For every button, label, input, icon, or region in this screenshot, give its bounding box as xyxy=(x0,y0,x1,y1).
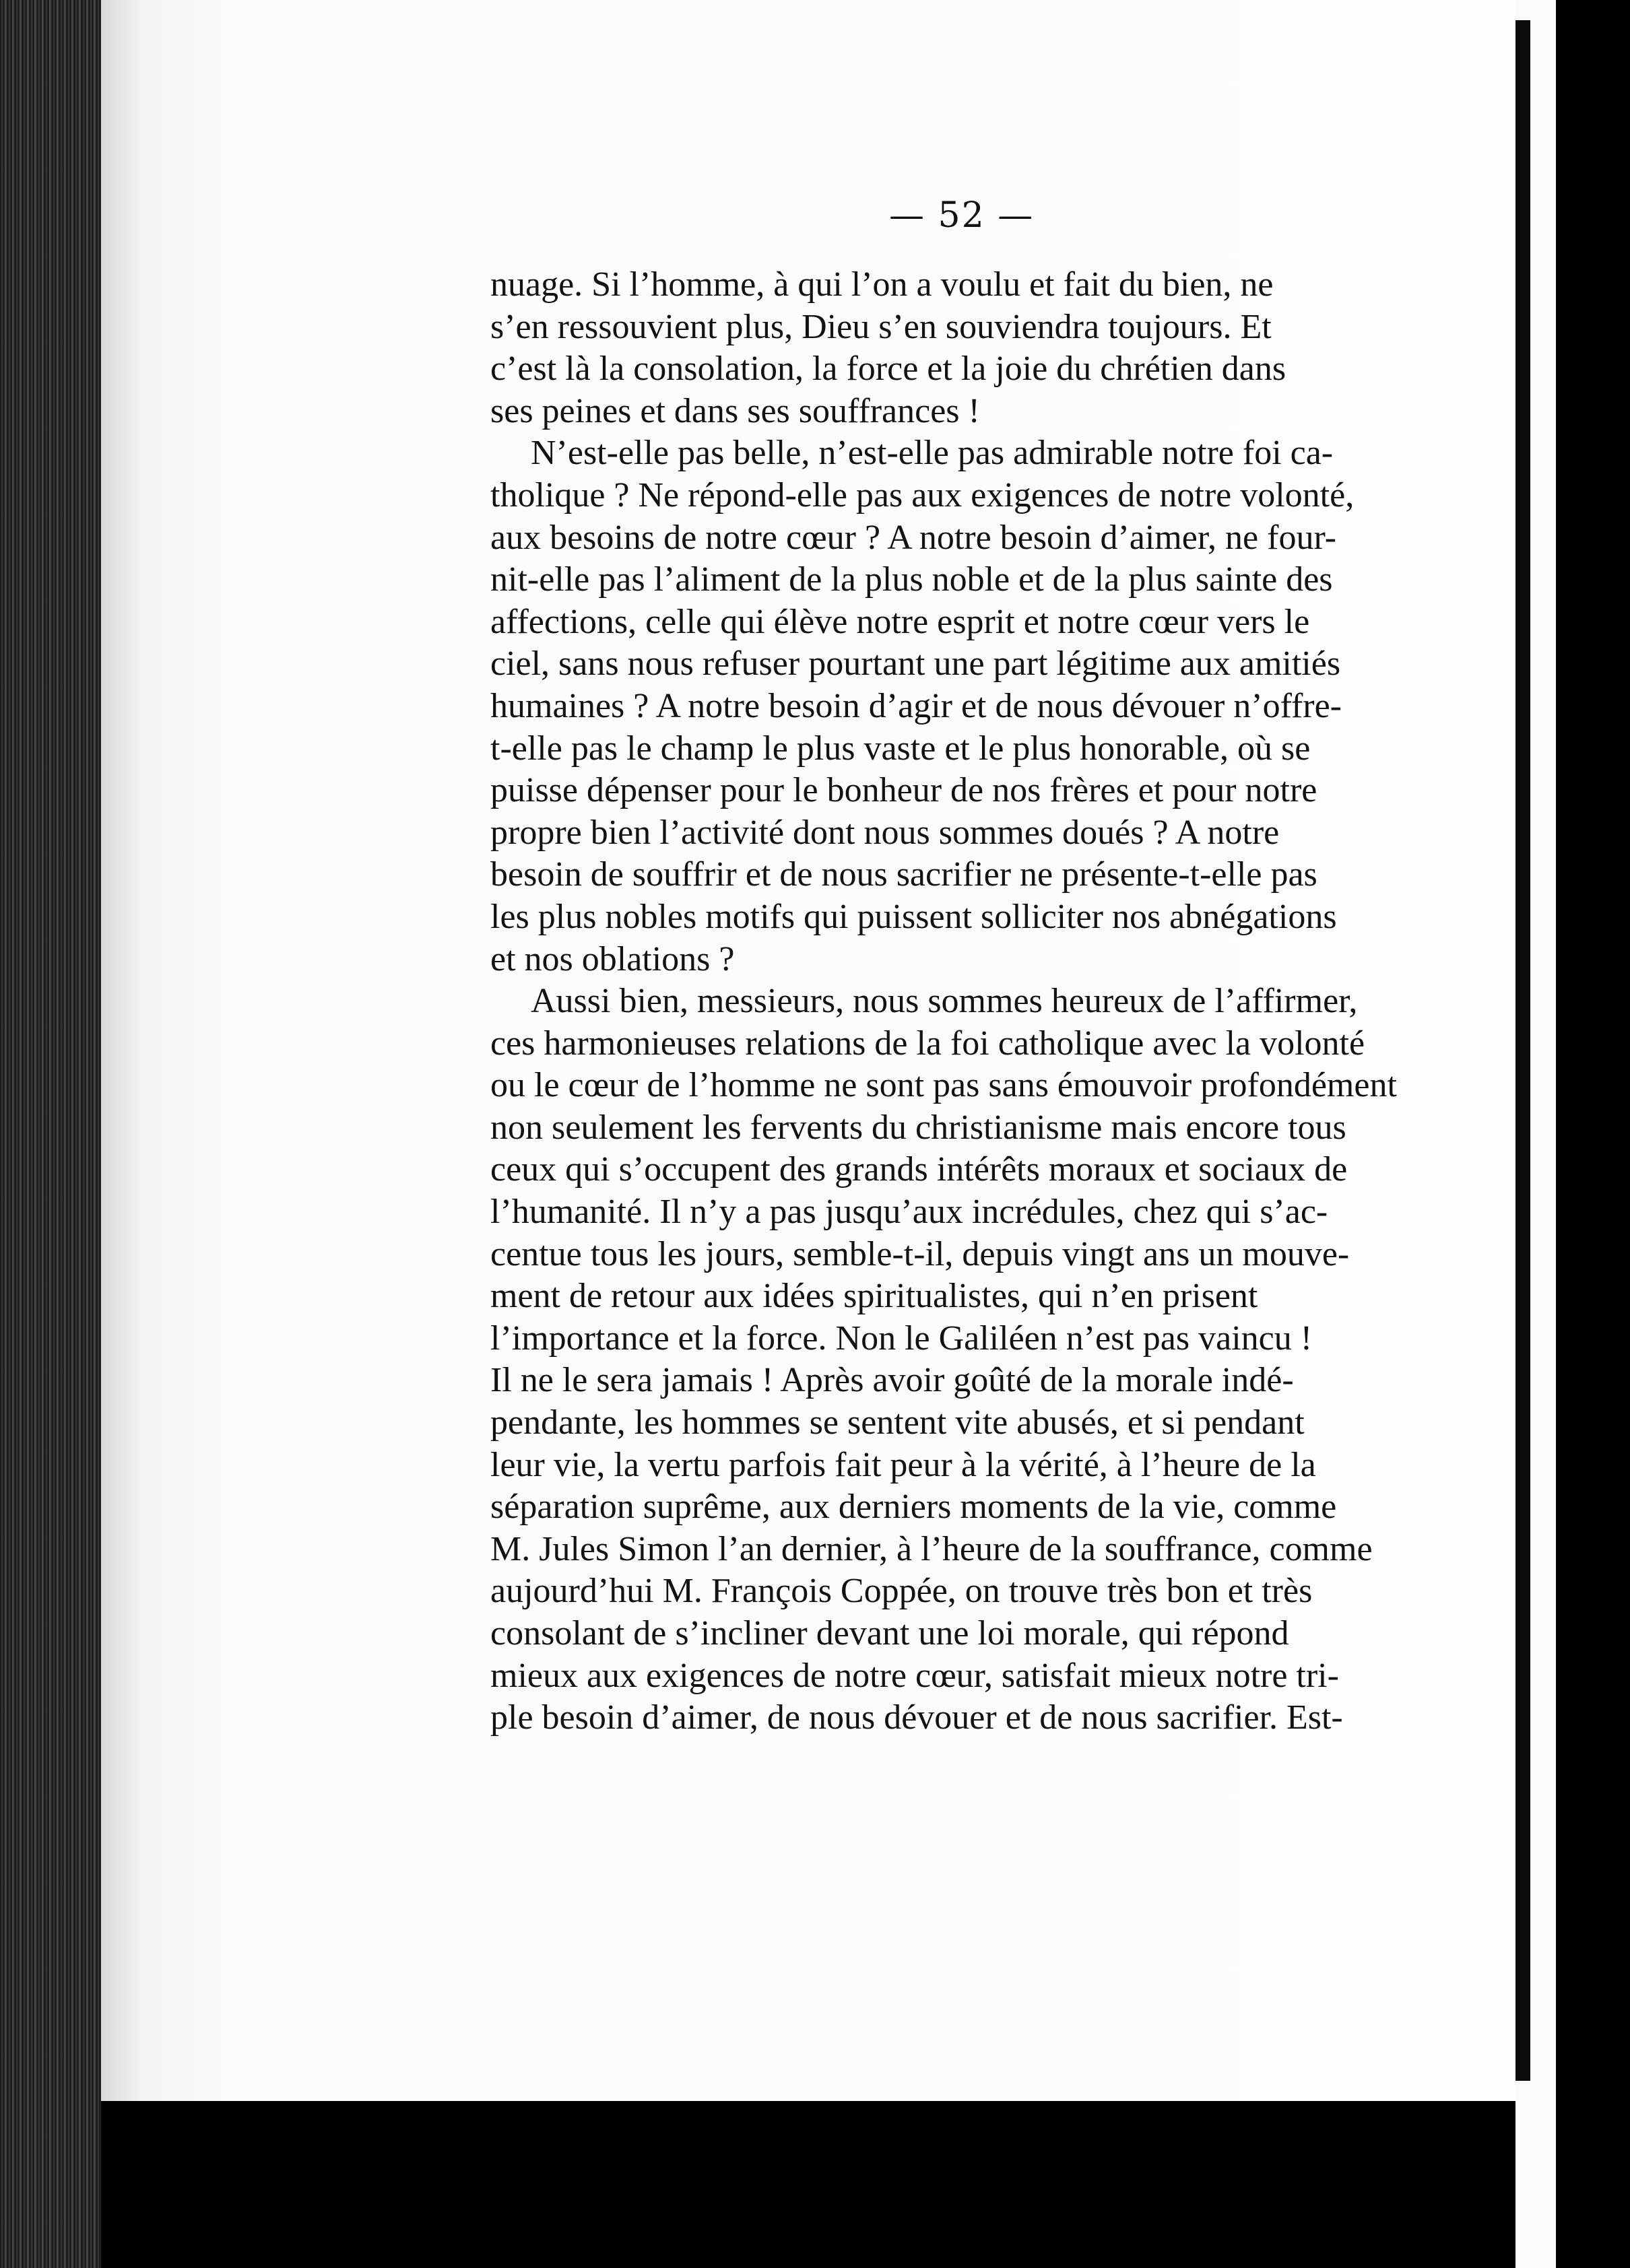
text-line: ment de retour aux idées spiritualistes, qui n’en prisent xyxy=(490,1277,1258,1316)
text-line: Il ne le sera jamais ! Après avoir goûté de la morale indé- xyxy=(490,1361,1294,1400)
text-line: leur vie, la vertu parfois fait peur à la vérité, à l’heure de la xyxy=(490,1445,1316,1484)
text-line: non seulement les fervents du christianisme mais encore tous xyxy=(490,1108,1346,1147)
text-line: mieux aux exigences de notre cœur, satisfait mieux notre tri- xyxy=(490,1656,1339,1695)
text-line: humaines ? A notre besoin d’agir et de nous dévouer n’offre- xyxy=(490,686,1342,725)
text-line: affections, celle qui élève notre esprit et notre cœur vers le xyxy=(490,602,1310,641)
text-line: tholique ? Ne répond-elle pas aux exigences de notre volonté, xyxy=(490,475,1355,514)
text-line: consolant de s’incliner devant une loi morale, qui répond xyxy=(490,1614,1289,1653)
text-line: et nos oblations ? xyxy=(490,939,735,978)
text-line: ses peines et dans ses souffrances ! xyxy=(490,391,980,430)
text-line: nuage. Si l’homme, à qui l’on a voulu et fait du bien, ne xyxy=(490,265,1274,304)
text-line: l’importance et la force. Non le Galiléen n’est pas vaincu ! xyxy=(490,1319,1313,1358)
text-line: besoin de souffrir et de nous sacrifier ne présente-t-elle pas xyxy=(490,855,1317,894)
right-edge-bar xyxy=(1515,20,1530,2081)
text-line: nit-elle pas l’aliment de la plus noble et de la plus sainte des xyxy=(490,560,1333,599)
page-number: — 52 — xyxy=(889,195,1035,236)
text-line: ciel, sans nous refuser pourtant une part légitime aux amitiés xyxy=(490,644,1341,683)
text-line: ou le cœur de l’homme ne sont pas sans émouvoir profondément xyxy=(490,1066,1397,1105)
text-line: centue tous les jours, semble-t-il, depuis vingt ans un mouve- xyxy=(490,1234,1350,1273)
text-line: l’humanité. Il n’y a pas jusqu’aux incrédules, chez qui s’ac- xyxy=(490,1193,1328,1232)
text-line: les plus nobles motifs qui puissent solliciter nos abnégations xyxy=(490,897,1337,936)
text-line: ple besoin d’aimer, de nous dévouer et de nous sacrifier. Est- xyxy=(490,1698,1343,1737)
text-line: ces harmonieuses relations de la foi catholique avec la volonté xyxy=(490,1024,1365,1063)
text-line: ceux qui s’occupent des grands intérêts moraux et sociaux de xyxy=(490,1150,1348,1189)
text-line: propre bien l’activité dont nous sommes doués ? A notre xyxy=(490,813,1280,852)
body-text xyxy=(490,264,1427,1739)
text-line: puisse dépenser pour le bonheur de nos frères et pour notre xyxy=(490,771,1317,810)
text-line: s’en ressouvient plus, Dieu s’en souviendra toujours. Et xyxy=(490,307,1272,346)
text-line: aujourd’hui M. François Coppée, on trouve très bon et très xyxy=(490,1572,1313,1611)
text-line: aux besoins de notre cœur ? A notre besoin d’aimer, ne four- xyxy=(490,518,1337,557)
bottom-border xyxy=(101,2101,1515,2268)
text-line: M. Jules Simon l’an dernier, à l’heure de la souffrance, comme xyxy=(490,1529,1373,1568)
book-edge xyxy=(0,0,101,2268)
right-outer-border xyxy=(1556,0,1630,2268)
text-line: t-elle pas le champ le plus vaste et le plus honorable, où se xyxy=(490,729,1311,768)
text-line: Aussi bien, messieurs, nous sommes heureux de l’affirmer, xyxy=(531,982,1358,1021)
text-line: c’est là la consolation, la force et la joie du chrétien dans xyxy=(490,349,1286,389)
text-line: séparation suprême, aux derniers moments de la vie, comme xyxy=(490,1488,1337,1527)
text-line: N’est-elle pas belle, n’est-elle pas admirable notre foi ca- xyxy=(531,434,1334,473)
text-line: pendante, les hommes se sentent vite abusés, et si pendant xyxy=(490,1403,1305,1442)
